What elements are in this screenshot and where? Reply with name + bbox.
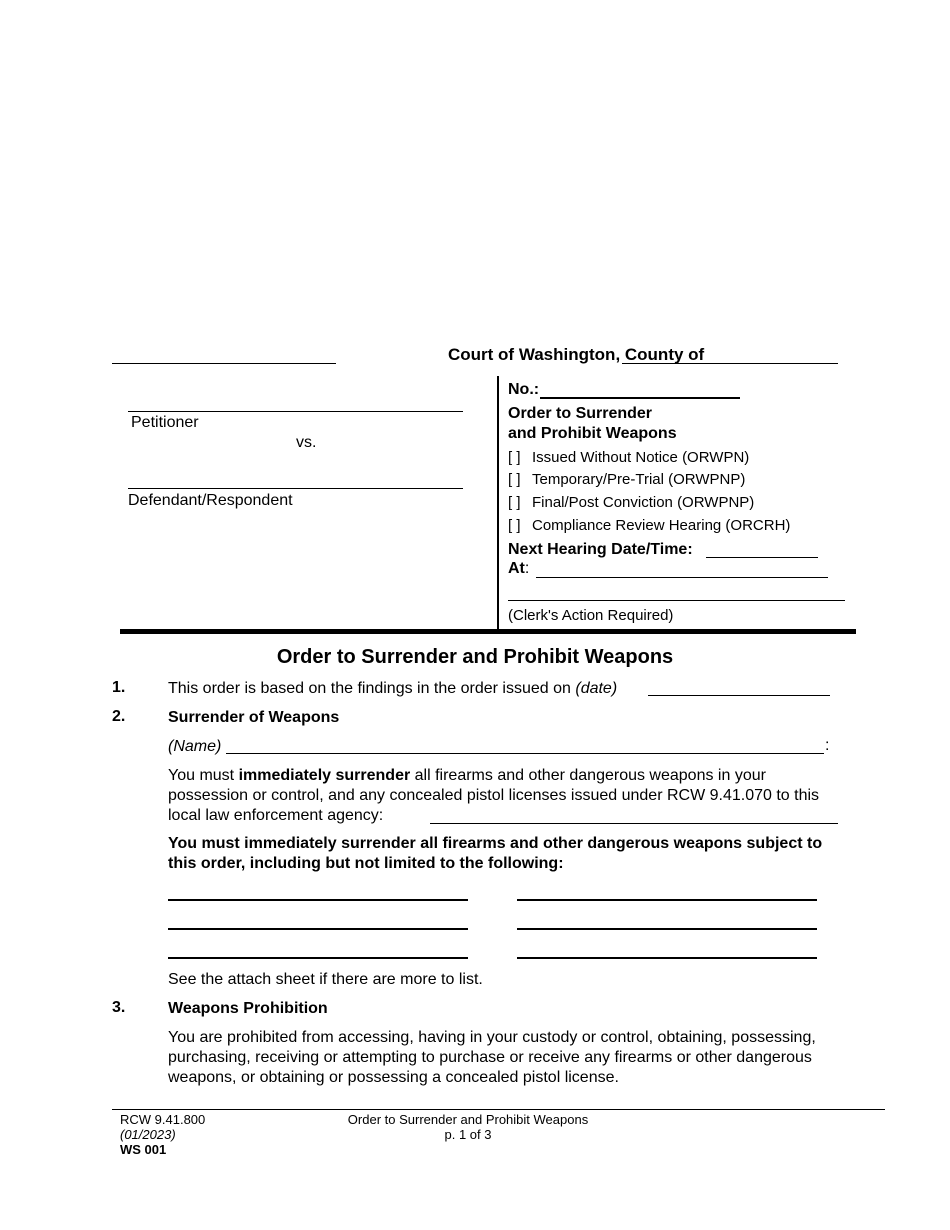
checkbox[interactable]: [ ]: [508, 517, 521, 534]
next-hearing-blank[interactable]: [706, 557, 818, 558]
section-1-body: This order is based on the findings in the order issued on: [168, 680, 576, 697]
petitioner-blank[interactable]: [128, 411, 463, 412]
agency-blank[interactable]: [430, 823, 838, 824]
clerk-action-label: (Clerk's Action Required): [508, 607, 674, 624]
option-label: Final/Post Conviction (ORWPNP): [532, 494, 755, 511]
footer-form-title: Order to Surrender and Prohibit Weapons: [347, 1112, 589, 1127]
surrender-emphasis: immediately surrender: [238, 767, 411, 784]
clerk-line: [508, 600, 845, 601]
caption-title-line1: Order to Surrender: [508, 405, 653, 422]
footer-page-number: p. 1 of 3: [444, 1127, 492, 1142]
hearing-location-label: [508, 560, 529, 578]
footer-statute: RCW 9.41.800: [120, 1112, 206, 1127]
section-2-heading: Surrender of Weapons: [168, 709, 340, 726]
petitioner-label: Petitioner: [131, 414, 199, 431]
option-label: Temporary/Pre-Trial (ORWPNP): [532, 471, 746, 488]
court-label: Court of Washington, County of: [448, 345, 705, 364]
at-label: At: [508, 560, 525, 577]
surrender-paragraph: [168, 766, 838, 826]
caption-bottom-rule: [120, 629, 856, 634]
weapon-entry-blank[interactable]: [517, 899, 817, 901]
name-colon: :: [825, 737, 830, 754]
section-1-number: 1.: [112, 679, 126, 696]
caption-title-line2: and Prohibit Weapons: [508, 425, 677, 442]
surrender-pre: You must: [168, 767, 239, 784]
case-number-blank[interactable]: [540, 397, 740, 399]
prohibition-paragraph: You are prohibited from accessing, having in your custody or control, obtaining, possessing, purchasing, receiving or attempting to purchase or receive any firearms or other dangerous weapons, or obtaining or possessing a concealed pistol license.: [168, 1029, 816, 1086]
attach-sheet-note: See the attach sheet if there are more to list.: [168, 971, 483, 988]
checkbox[interactable]: [ ]: [508, 471, 521, 488]
county-name-blank[interactable]: [622, 363, 838, 364]
next-hearing-label: Next Hearing Date/Time:: [508, 541, 693, 558]
case-number-label: No.:: [508, 381, 540, 398]
date-label: (date): [575, 680, 618, 697]
footer-revision: (01/2023): [120, 1127, 176, 1142]
option-final-post-conviction[interactable]: [508, 494, 754, 511]
option-label: Compliance Review Hearing (ORCRH): [532, 517, 791, 534]
respondent-label: Defendant/Respondent: [128, 492, 293, 509]
section-1-text: [168, 679, 617, 699]
name-blank[interactable]: [226, 753, 824, 754]
page-title: Order to Surrender and Prohibit Weapons: [276, 646, 674, 668]
court-name-blank[interactable]: [112, 363, 336, 364]
weapon-entry-blank[interactable]: [517, 928, 817, 930]
surrender-post: all firearms and other dangerous weapons in your possession or control, and any concealed pistol licenses issued under RCW 9.41.070 to this local law enforcement agency:: [168, 767, 820, 824]
versus-label: vs.: [296, 434, 317, 451]
caption-divider: [497, 376, 499, 630]
name-label: (Name): [168, 738, 222, 755]
footer-rule: [112, 1109, 885, 1110]
weapon-entry-blank[interactable]: [168, 928, 468, 930]
weapon-entry-blank[interactable]: [168, 957, 468, 959]
option-compliance-review-hearing[interactable]: [508, 517, 790, 534]
footer-form-code: WS 001: [120, 1142, 167, 1157]
option-temporary-pre-trial[interactable]: [508, 471, 745, 488]
section-2-number: 2.: [112, 708, 126, 725]
order-date-blank[interactable]: [648, 695, 830, 696]
section-3-number: 3.: [112, 999, 126, 1016]
section-3-heading: Weapons Prohibition: [168, 1000, 328, 1017]
checkbox[interactable]: [ ]: [508, 494, 521, 511]
weapon-entry-blank[interactable]: [168, 899, 468, 901]
weapons-list-instruction: You must immediately surrender all firearms and other dangerous weapons subject to this order, including but not limited to the following:: [168, 835, 823, 872]
respondent-blank[interactable]: [128, 488, 463, 489]
option-issued-without-notice[interactable]: [508, 449, 749, 466]
checkbox[interactable]: [ ]: [508, 449, 521, 466]
hearing-location-blank[interactable]: [536, 577, 828, 578]
option-label: Issued Without Notice (ORWPN): [532, 449, 750, 466]
at-colon: :: [524, 560, 530, 577]
weapon-entry-blank[interactable]: [517, 957, 817, 959]
